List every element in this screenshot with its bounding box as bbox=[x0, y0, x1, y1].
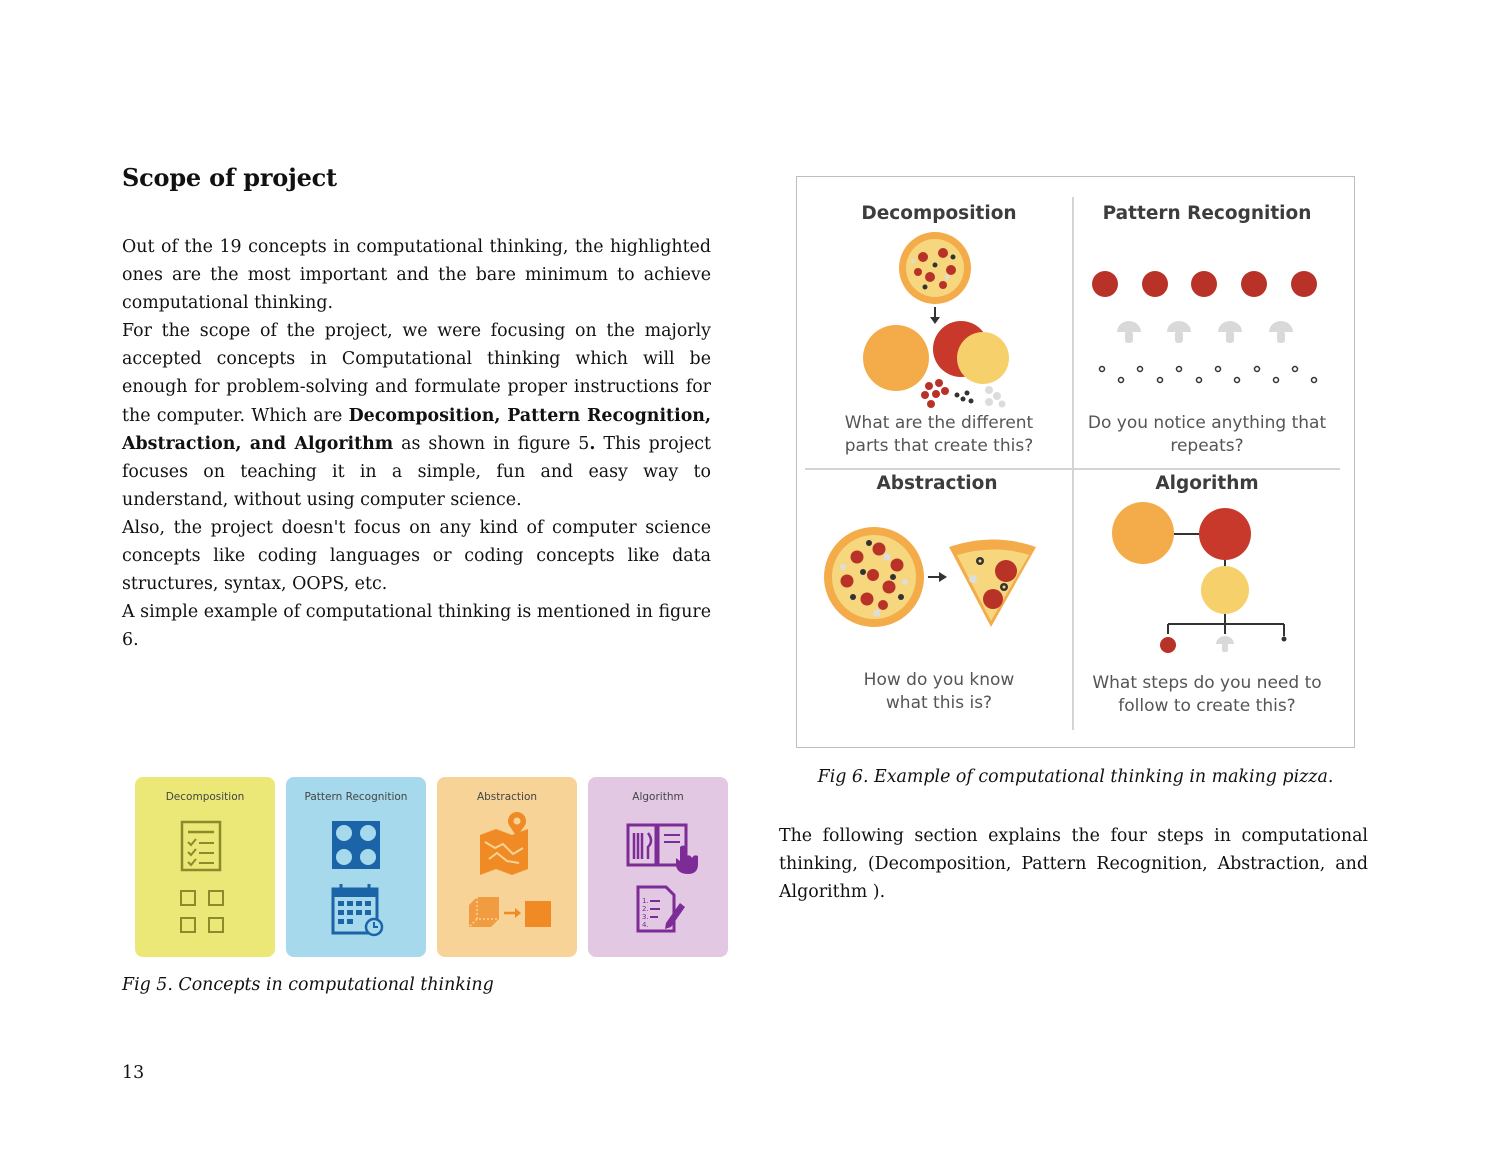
toppings-pile-icon bbox=[921, 379, 1006, 408]
checklist-icon bbox=[135, 777, 275, 957]
bold-concepts: Decomposition, Pattern Recognition, Abstraction, and Algorithm bbox=[122, 405, 711, 454]
quadrant-question-decomposition: What are the different parts that create this? bbox=[844, 413, 1034, 456]
pizza-illustration bbox=[797, 177, 1354, 747]
paragraph-concepts: Out of the 19 concepts in computational thinking, the highlighted ones are the most important and the bare minimum to achieve computational thinking. bbox=[122, 237, 711, 314]
paragraph-example: A simple example of computational thinking is mentioned in figure 6. bbox=[122, 602, 711, 651]
quadrant-title-abstraction: Abstraction bbox=[876, 473, 998, 494]
body-text-right bbox=[779, 822, 1368, 906]
bold-period: . bbox=[589, 433, 596, 454]
quadrant-title-decomposition: Decomposition bbox=[861, 203, 1017, 224]
card-title: Decomposition bbox=[165, 791, 245, 803]
card-abstraction bbox=[437, 777, 577, 957]
paragraph-four-steps: The following section explains the four steps in computational thinking, (Decomposition, Pattern Recognition, Abstraction, and Algorithm ). bbox=[779, 826, 1368, 903]
figure-6-caption: Fig 6. Example of computational thinking in making pizza. bbox=[817, 767, 1334, 787]
quadrant-question-pattern-recognition: Do you notice anything that repeats? bbox=[1087, 413, 1327, 456]
quadrant-question-algorithm: What steps do you need to follow to create this? bbox=[1092, 673, 1322, 716]
paragraph-scope-mid: as shown in figure 5 bbox=[393, 433, 590, 454]
card-decomposition bbox=[135, 777, 275, 957]
svg-text:4.: 4. bbox=[642, 921, 649, 929]
card-algorithm bbox=[588, 777, 728, 957]
quadrant-question-abstraction: How do you know what this is? bbox=[863, 670, 1015, 713]
card-title: Pattern Recognition bbox=[304, 791, 408, 803]
repeating-toppings-icon bbox=[1092, 271, 1317, 383]
recipe-book-icon bbox=[588, 777, 728, 957]
body-text-left bbox=[122, 233, 711, 654]
quadrant-title-algorithm: Algorithm bbox=[1155, 473, 1259, 494]
paragraph-scope bbox=[122, 317, 711, 514]
map-icon bbox=[437, 777, 577, 957]
whole-pizza-icon bbox=[824, 527, 924, 627]
figure-5-concepts bbox=[135, 777, 727, 957]
paragraph-no-cs: Also, the project doesn't focus on any kind of computer science concepts like coding languages or coding concepts like data structures, syntax, OOPS, etc. bbox=[122, 517, 711, 595]
page-number: 13 bbox=[122, 1063, 145, 1083]
pizza-slice-icon bbox=[949, 540, 1036, 628]
paragraph-scope-start: For the scope of the project, we were focusing on the majorly accepted concepts in Computational thinking which will be enough for problem-solving and formulate proper instructions for the computer. Which are bbox=[122, 321, 711, 426]
algorithm-tree-icon bbox=[1112, 502, 1287, 653]
figure-6-pizza bbox=[796, 176, 1355, 748]
pattern-grid-icon bbox=[286, 777, 426, 957]
svg-text:1.: 1. bbox=[642, 897, 649, 905]
paragraph-scope-end: This project focuses on teaching it in a simple, fun and easy way to understand, without using computer science. bbox=[122, 433, 712, 510]
section-title: Scope of project bbox=[122, 163, 337, 192]
card-title: Algorithm bbox=[632, 791, 684, 803]
svg-text:3.: 3. bbox=[642, 913, 649, 921]
card-pattern-recognition bbox=[286, 777, 426, 957]
card-title: Abstraction bbox=[476, 791, 538, 803]
figure-5-caption: Fig 5. Concepts in computational thinking bbox=[122, 975, 494, 995]
small-pizza-icon bbox=[899, 232, 971, 304]
svg-text:2.: 2. bbox=[642, 905, 649, 913]
quadrant-title-pattern-recognition: Pattern Recognition bbox=[1102, 203, 1312, 224]
